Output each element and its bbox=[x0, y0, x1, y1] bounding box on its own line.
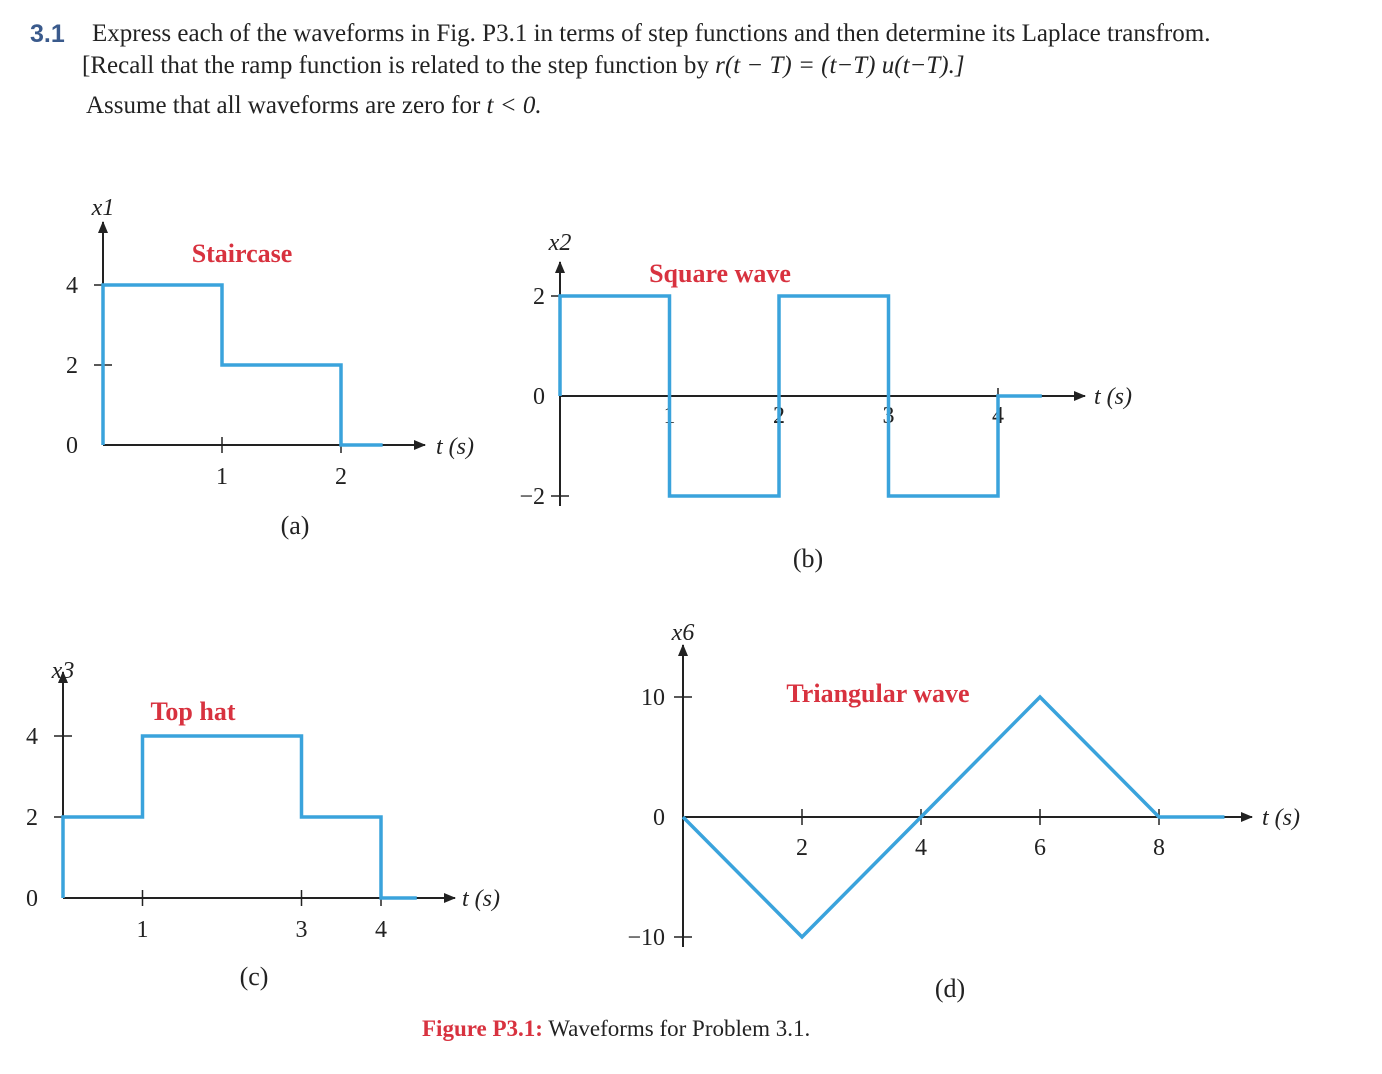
y-tick-label: 0 bbox=[653, 805, 665, 831]
waveform-panel-d bbox=[627, 620, 1300, 1003]
x-tick-label: 1 bbox=[216, 464, 228, 490]
problem-number: 3.1 bbox=[30, 20, 65, 48]
caption-label: Figure P3.1: bbox=[422, 1016, 543, 1041]
x-tick-label: 4 bbox=[375, 917, 387, 943]
y-axis-label: x1 bbox=[91, 195, 115, 221]
waveform-line bbox=[63, 736, 417, 898]
x-tick-label: 1 bbox=[663, 403, 676, 429]
waveform-title: Triangular wave bbox=[786, 679, 970, 708]
y-tick-label: 2 bbox=[26, 805, 38, 831]
y-tick-label: 4 bbox=[66, 273, 78, 299]
waveform-panel-a bbox=[66, 195, 474, 540]
y-tick-label: 10 bbox=[641, 685, 665, 711]
x-tick-label: 8 bbox=[1153, 835, 1165, 861]
x-tick-label: 3 bbox=[882, 403, 895, 429]
x-axis-label: t (s) bbox=[462, 886, 500, 912]
y-tick-label: 0 bbox=[533, 384, 545, 410]
panel-label: (c) bbox=[239, 962, 269, 991]
y-tick-label: −2 bbox=[519, 484, 545, 510]
x-tick-label: 1 bbox=[136, 917, 149, 943]
x-tick-label: 6 bbox=[1034, 835, 1046, 861]
y-tick-label: 2 bbox=[533, 284, 545, 310]
x-tick-label: 3 bbox=[295, 917, 308, 943]
x-tick-label: 4 bbox=[992, 403, 1004, 429]
ramp-relation: r(t − T) = (t−T) u(t−T).] bbox=[715, 52, 965, 79]
x-tick-label: 2 bbox=[773, 403, 785, 429]
panel-label: (b) bbox=[792, 544, 824, 573]
waveform-line bbox=[103, 285, 383, 445]
y-tick-label: 0 bbox=[26, 886, 38, 912]
x-tick-label: 4 bbox=[915, 835, 927, 861]
x-axis-label: t (s) bbox=[1094, 384, 1132, 410]
y-tick-label: 0 bbox=[66, 433, 78, 459]
waveform-panel-b bbox=[519, 230, 1132, 573]
y-axis-label: x2 bbox=[548, 230, 572, 256]
figure-caption bbox=[422, 1016, 810, 1042]
panel-label: (a) bbox=[280, 511, 310, 540]
x-axis-label: t (s) bbox=[436, 434, 474, 460]
problem-line-3-text: Assume that all waveforms are zero for bbox=[86, 92, 481, 119]
problem-line-1: Express each of the waveforms in Fig. P3.1 in terms of step functions and then determine its Laplace transfrom. bbox=[92, 20, 1211, 47]
problem-line-2-text: [Recall that the ramp function is related to the step function by bbox=[82, 52, 709, 79]
waveform-title: Square wave bbox=[649, 259, 791, 288]
waveform-title: Top hat bbox=[150, 697, 236, 726]
x-axis-label: t (s) bbox=[1262, 805, 1300, 831]
y-tick-label: 2 bbox=[66, 353, 78, 379]
zero-condition: t < 0. bbox=[486, 92, 542, 119]
x-tick-label: 2 bbox=[335, 464, 347, 490]
x-tick-label: 2 bbox=[796, 835, 808, 861]
caption-text: Waveforms for Problem 3.1. bbox=[548, 1016, 811, 1041]
y-tick-label: −10 bbox=[627, 925, 665, 951]
y-axis-label: x3 bbox=[51, 658, 75, 684]
y-axis-label: x6 bbox=[671, 620, 695, 646]
waveform-panel-c bbox=[26, 658, 500, 991]
waveform-title: Staircase bbox=[191, 239, 293, 268]
y-tick-label: 4 bbox=[26, 724, 38, 750]
panel-label: (d) bbox=[934, 974, 966, 1003]
